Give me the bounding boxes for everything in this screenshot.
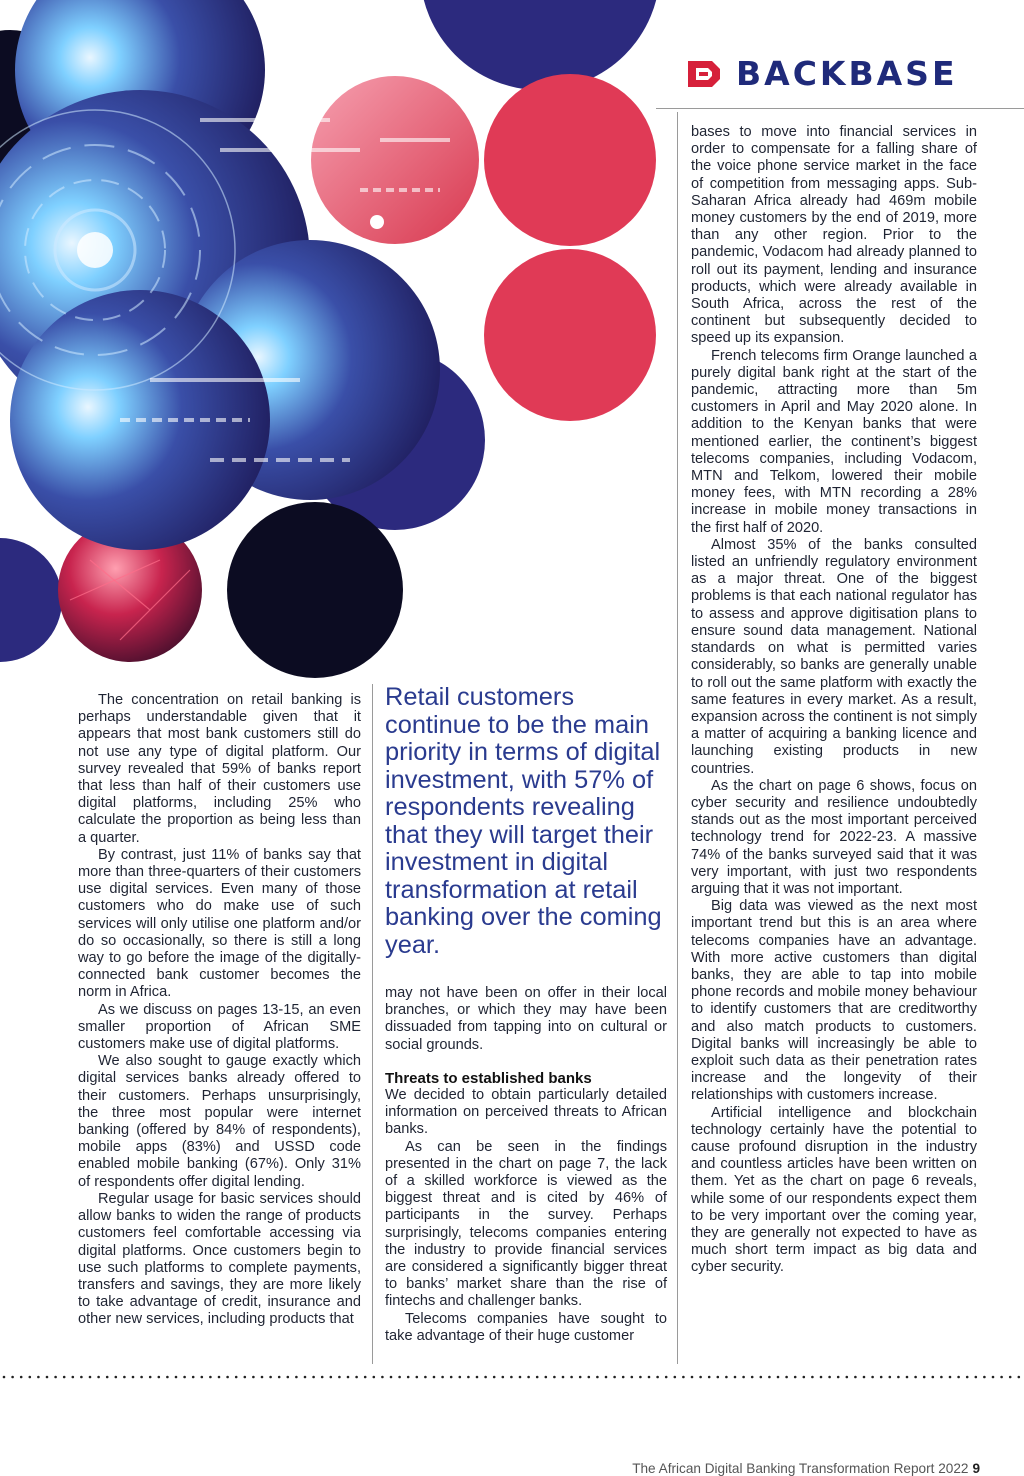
paragraph: Big data was viewed as the next most important trend but this is an area where telecoms companies have an advantage. With more active customers than digital banks, they are able to tap into mobile phone records and mobile money behaviour to identify customers that are creditworthy and also match products to customers. Digital banks will increasingly be able to exploit such data as their penetration rates increase and the longevity of their relationships with customers increase.: [691, 898, 977, 1104]
paragraph: Regular usage for basic services should allow banks to widen the range of products customers feel comfortable accessing via digital platforms. Once customers begin to use such platforms to complete payments, transfers and savings, they are more likely to take advantage of credit, insurance and other new services, including products that: [78, 1190, 361, 1328]
section-heading: Threats to established banks: [385, 1069, 592, 1087]
column-divider-1: [372, 684, 373, 1364]
paragraph: As the chart on page 6 shows, focus on cyber security and resilience undoubtedly stands out as the most important perceived technology trend for 2022-23. A massive 74% of the banks surveyed said that it was very important, with just two respondents arguing that it was not important.: [691, 777, 977, 897]
column-divider-2: [677, 112, 678, 1364]
paragraph: Telecoms companies have sought to take advantage of their huge customer: [385, 1310, 667, 1344]
article-column-3: [691, 124, 977, 1277]
backbase-logo-icon: [686, 59, 722, 89]
article-column-1: [78, 692, 361, 1329]
paragraph: By contrast, just 11% of banks say that more than three-quarters of their customers use digital services. Even many of those customers who do make use of such services will only utilise one platform and/or do so occasionally, so there is still a long way to go before the image of the digitally-connected bank customer becomes the norm in Africa.: [78, 846, 361, 1001]
paragraph: We decided to obtain particularly detailed information on perceived threats to African banks.: [385, 1087, 667, 1138]
paragraph: As we discuss on pages 13-15, an even smaller proportion of African SME customers make use of digital platforms.: [78, 1001, 361, 1053]
hero-artwork: [0, 0, 660, 680]
brand-logo: [686, 56, 957, 92]
paragraph: may not have been on offer in their local branches, or which they may have been dissuaded from tapping into on cultural or social grounds.: [385, 985, 667, 1053]
page-number: 9: [972, 1461, 980, 1476]
header-rule: [656, 108, 1024, 109]
report-title: The African Digital Banking Transformation Report 2022: [632, 1461, 969, 1476]
page-footer: [632, 1461, 980, 1476]
pull-quote: Retail customers continue to be the main priority in terms of digital investment, with 57% of respondents revealing that they will target their investment in digital transformation at retail banking over the coming year.: [385, 683, 662, 959]
paragraph: Almost 35% of the banks consulted listed an unfriendly regulatory environment as a major threat. One of the biggest problems is that each national regulator has to assess and approve digitisation plans to ensure sound data management. National standards on what is permitted varies considerably, so banks are generally unable to roll out the same platform with exactly the same features in every market. As a result, expansion across the continent is not simply a matter of acquiring a banking licence and launching existing products in new countries.: [691, 536, 977, 777]
paragraph: The concentration on retail banking is perhaps understandable given that it appears that most bank customers still do not use any type of digital platform. Our survey revealed that 59% of banks report that less than half of their customers use digital platforms, including 25% who calculate the proportion as being less than a quarter.: [78, 692, 361, 846]
paragraph: As can be seen in the findings presented in the chart on page 7, the lack of a skilled workforce is viewed as the biggest threat and is cited by 46% of participants in the survey. Perhaps surprisingly, telecoms companies entering the industry to provide financial services are considered a significantly bigger threat to banks’ market share than the rise of fintechs and challenger banks.: [385, 1138, 667, 1310]
paragraph: bases to move into financial services in order to compensate for a falling share of the voice phone service market in the face of competition from messaging apps. Sub-Saharan Africa already had 469m mobile money customers by the end of 2019, more than any other region. Prior to the pandemic, Vodacom had already planned to roll out its payment, lending and insurance products, which were already available in South Africa, across the rest of the continent but subsequently decided to speed up its expansion.: [691, 124, 977, 347]
paragraph: Artificial intelligence and blockchain technology certainly have the potential to cause profound disruption in the industry and countless articles have been written on them. Yet as the chart on page 6 reveals, while some of our respondents expect them to be very important over the coming year, they are generally not expected to have as much short term impact as big data and cyber security.: [691, 1104, 977, 1276]
article-column-2: [385, 985, 667, 1345]
brand-wordmark: BACKBASE: [736, 54, 958, 93]
dotted-divider: [0, 1374, 1024, 1380]
paragraph: French telecoms firm Orange launched a purely digital bank right at the start of the pandemic, attracting more than 5m customers in April and May 2020 alone. In addition to the Kenyan banks that were mentioned earlier, the continent’s biggest telecoms companies, including Vodacom, MTN and Telkom, lowered their mobile money fees, with MTN recording a 28% increase in mobile money transactions in the first half of 2020.: [691, 347, 977, 536]
paragraph: We also sought to gauge exactly which digital services banks already offered to their customers. Perhaps unsurprisingly, the three most popular were internet banking (offered by 84% of respondents), mobile apps (83%) and USSD code enabled mobile banking (67%). Only 31% of respondents offer digital lending.: [78, 1053, 361, 1190]
